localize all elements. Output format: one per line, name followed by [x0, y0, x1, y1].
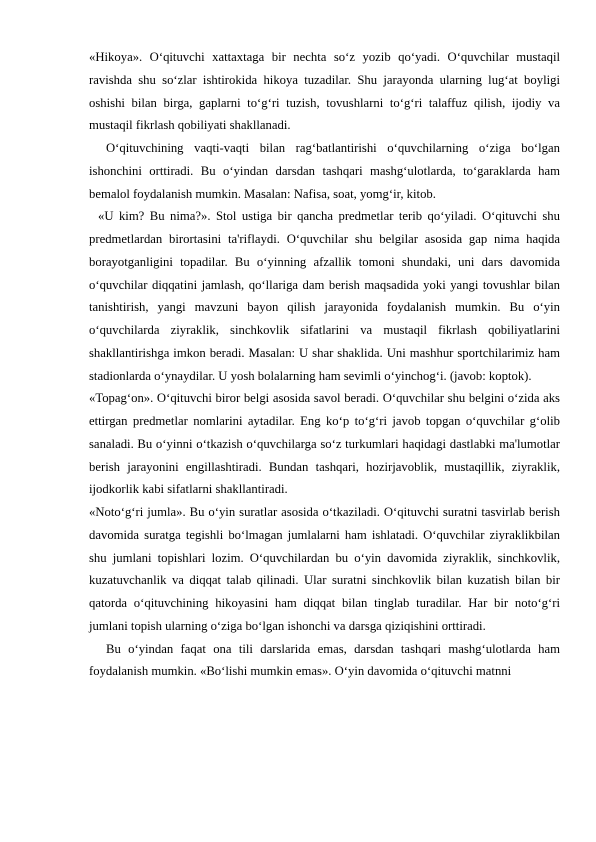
paragraph-topagon: «Topag‘on». O‘qituvchi biror belgi asosida savol beradi. O‘quvchilar shu belgini o‘zida aks ettirgan predmetlar nomlarini aytadilar. Eng ko‘p to‘g‘ri javob topgan o‘quvchilar g‘olib sanaladi. Bu o‘yinni o‘tkazish o‘quvchilarga so‘z turkumlari haqidagi dastlabki ma'lumotlar berish jarayonini engillashtiradi. Bundan tashqari, hozirjavoblik, mustaqillik, ziyraklik, ijodkorlik kabi sifatlarni shakllantiradi.	[89, 391, 560, 497]
document-body	[89, 46, 560, 683]
paragraph-extracurricular: Bu o‘yindan faqat ona tili darslarida emas, darsdan tashqari mashg‘ulotlarda ham foydalanish mumkin. «Bo‘lishi mumkin emas». O‘yin davomida o‘qituvchi matnni	[89, 641, 560, 679]
paragraph-u-kim-bu-nima: «U kim? Bu nima?». Stol ustiga bir qancha predmetlar terib qo‘yiladi. O‘qituvchi shu predmetlardan birortasini ta'riflaydi. O‘quvchilar shu belgilar asosida gap nima haqida borayotganligini topadilar. Bu o‘yinning afzallik tomoni shundaki, uni dars davomida o‘quvchilar diqqatini jamlash, qo‘llariga dam berish maqsadida yoki yangi tovushlar bilan tanishtirish, yangi mavzuni bayon qilish jarayonida foydalanish mumkin. Bu o‘yin o‘quvchilarda ziyraklik, sinchkovlik sifatlarini va mustaqil fikrlash qobiliyatlarini shakllantirishga imkon beradi. Masalan: U shar shaklida. Uni mashhur sportchilarimiz ham stadionlarda o‘ynaydilar. U yosh bolalarning ham sevimli o‘yinchog‘i. (javob: koptok).	[89, 209, 560, 383]
paragraph-notogri-jumla: «Noto‘g‘ri jumla». Bu o‘yin suratlar asosida o‘tkaziladi. O‘qituvchi suratni tasvirlab berish davomida suratga tegishli bo‘lmagan jumlalarni ham ishlatadi. O‘quvchilar ziyraklikbilan shu jumlani topishlari lozim. O‘quvchilardan bu o‘yin davomida ziyraklik, sinchkovlik, kuzatuvchanlik va diqqat talab qilinadi. Ular suratni sinchkovlik bilan kuzatish bilan bir qatorda o‘qituvchining hikoyasini ham diqqat bilan tinglab turadilar. Har bir noto‘g‘ri jumlani topish ularning o‘ziga bo‘lgan ishonchi va darsga qiziqishini orttiradi.	[89, 505, 560, 633]
paragraph-encouragement: O‘qituvchining vaqti-vaqti bilan rag‘batlantirishi o‘quvchilarning o‘ziga bo‘lgan ishonchini orttiradi. Bu o‘yindan darsdan tashqari mashg‘ulotlarda, to‘garaklarda ham bemalol foydalanish mumkin. Masalan: Nafisa, soat, yomg‘ir, kitob.	[89, 141, 560, 201]
paragraph-hikoya: «Hikoya». O‘qituvchi xattaxtaga bir nechta so‘z yozib qo‘yadi. O‘quvchilar mustaqil ravishda shu so‘zlar ishtirokida hikoya tuzadilar. Shu jarayonda ularning lug‘at boyligi oshishi bilan birga, gaplarni to‘g‘ri tuzish, tovushlarni to‘g‘ri talaffuz qilish, ijodiy va mustaqil fikrlash qobiliyati shakllanadi.	[89, 50, 560, 133]
